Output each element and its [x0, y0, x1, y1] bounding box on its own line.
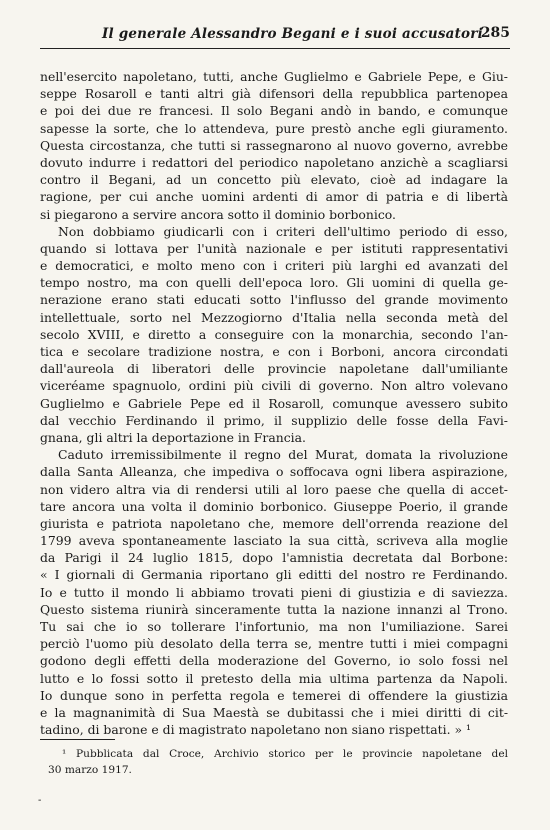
- text-line: Io e tutto il mondo li abbiamo trovati pieni di giustizia e di saviezza.: [40, 584, 508, 600]
- text-line: godono degli effetti della moderazione del Governo, io solo fossi nel: [40, 653, 508, 669]
- text-line: tempo nostro, ma con quelli dell'epoca loro. Gli uomini di quella ge-: [40, 275, 508, 291]
- text-line: da Parigi il 24 luglio 1815, dopo l'amnistia decretata dal Borbone:: [40, 550, 508, 566]
- paragraph: [40, 446, 508, 738]
- text-line: dal vecchio Ferdinando il primo, il supplizio delle fosse della Favi-: [40, 412, 508, 428]
- text-line: e democratici, e molto meno con i criteri più larghi ed avanzati del: [40, 258, 508, 274]
- text-line: tadino, di barone e di magistrato napoletano non siano rispettati. » ¹: [40, 722, 471, 738]
- text-line: Questo sistema riunirà sinceramente tutta la nazione innanzi al Trono.: [40, 601, 508, 617]
- paragraph: [40, 223, 508, 446]
- body-text: [40, 68, 508, 738]
- footnote-rule: [40, 739, 115, 740]
- paragraph: [40, 68, 508, 223]
- footnote-line: ¹ Pubblicata dal Croce, Archivio storico per le provincie napoletane del: [62, 748, 508, 760]
- text-line: dalla Santa Alleanza, che impediva o soffocava ogni libera aspirazione,: [40, 464, 508, 480]
- text-line: seppe Rosaroll e tanti altri già difensori della repubblica partenopea: [40, 86, 508, 102]
- text-line: quando si lottava per l'unità nazionale e per istituti rappresentativi: [40, 240, 508, 256]
- text-line: secolo XVIII, e diretto a conseguire con la monarchia, secondo l'an-: [40, 326, 508, 342]
- text-line: e la magnanimità di Sua Maestà se dubitassi che i miei diritti di cit-: [40, 704, 508, 720]
- text-line: Tu sai che io so tollerare l'infortunio, ma non l'umiliazione. Sarei: [40, 619, 508, 634]
- page-number: 285: [480, 25, 510, 41]
- text-line: lutto e lo fossi sotto il pretesto della mia ultima partenza da Napoli.: [40, 670, 508, 686]
- text-line: e poi dei due re francesi. Il solo Begani andò in bando, e comunque: [40, 103, 508, 119]
- text-line: « I giornali di Germania riportano gli editti del nostro re Ferdinando.: [40, 567, 508, 583]
- text-line: nell'esercito napoletano, tutti, anche Guglielmo e Gabriele Pepe, e Giu-: [40, 69, 508, 84]
- text-line: perciò l'uomo più desolato della terra se, mentre tutti i miei compagni: [40, 636, 508, 652]
- text-line: 1799 aveva spontaneamente lasciato la sua città, scriveva alla moglie: [40, 533, 508, 549]
- page-header: [40, 24, 510, 49]
- footnote: [48, 746, 508, 778]
- text-line: intellettuale, sorto nel Mezzogiorno d'Italia nella seconda metà del: [40, 309, 508, 325]
- text-line: Guglielmo e Gabriele Pepe ed il Rosaroll, comunque avessero subito: [40, 395, 508, 411]
- text-line: Io dunque sono in perfetta regola e temerei di offendere la giustizia: [40, 687, 508, 703]
- text-line: tare ancora una volta il dominio borbonico. Giuseppe Poerio, il grande: [40, 498, 508, 514]
- text-line: giurista e patriota napoletano che, memore dell'orrenda reazione del: [40, 515, 508, 531]
- text-line: Caduto irremissibilmente il regno del Murat, domata la rivoluzione: [58, 447, 508, 463]
- text-line: non videro altra via di rendersi utili al loro paese che quella di accet-: [40, 481, 508, 497]
- text-line: Questa circostanza, che tutti si rassegnarono al nuovo governo, avrebbe: [40, 137, 508, 153]
- text-line: contro il Begani, ad un concetto più elevato, cioè ad indagare la: [40, 172, 508, 188]
- text-line: sapesse la sorte, che lo attendeva, pure prestò anche egli giuramento.: [40, 120, 508, 136]
- text-line: gnana, gli altri la deportazione in Francia.: [40, 429, 306, 445]
- running-title: Il generale Alessandro Begani e i suoi accusatori: [102, 26, 483, 42]
- text-line: Non dobbiamo giudicarli con i criteri dell'ultimo periodo di esso,: [58, 223, 508, 239]
- text-line: nerazione erano stati educati sotto l'influsso del grande movimento: [40, 292, 508, 308]
- text-line: si piegarono a servire ancora sotto il dominio borbonico.: [40, 206, 396, 222]
- text-line: dall'aureola di liberatori delle provincie napoletane dall'umiliante: [40, 361, 508, 377]
- text-line: viceréame spagnuolo, ordini più civili di governo. Non altro volevano: [40, 378, 508, 394]
- text-line: ragione, per cui anche uomini ardenti di amor di patria e di libertà: [40, 189, 508, 205]
- text-line: tica e secolare tradizione nostra, e con i Borboni, ancora circondati: [40, 344, 508, 359]
- stray-mark: -: [38, 795, 42, 806]
- footnote-line: 30 marzo 1917.: [48, 764, 132, 776]
- text-line: dovuto indurre i redattori del periodico napoletano anzichè a scagliarsi: [40, 154, 508, 170]
